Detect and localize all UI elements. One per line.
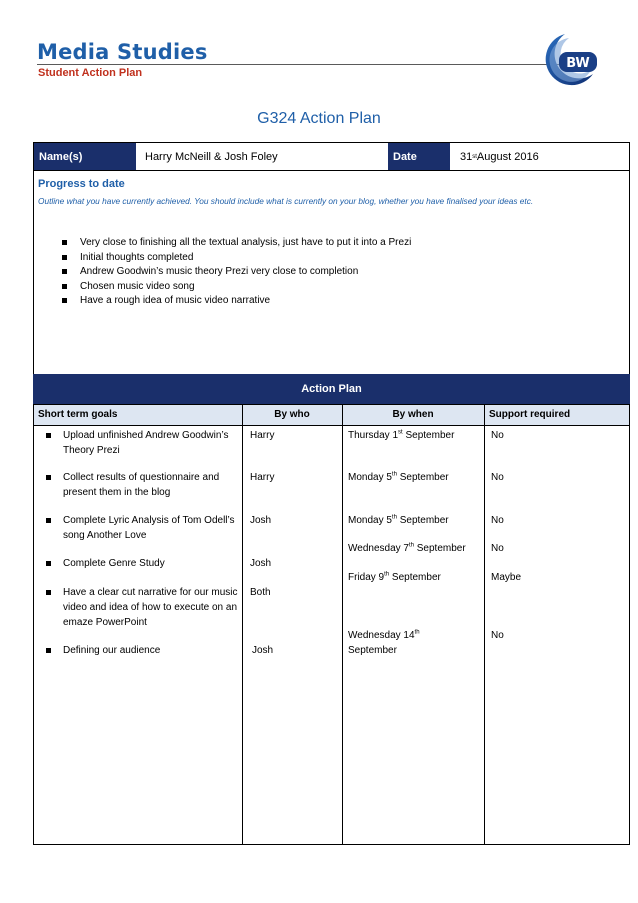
table-row-goal: Collect results of questionnaire and present them in the blog — [46, 470, 253, 500]
bullet-icon — [62, 298, 67, 303]
when-cell: Wednesday 7th September — [348, 542, 466, 554]
column-divider — [342, 404, 343, 845]
who-cell: Josh — [250, 558, 272, 569]
col-header-goals: Short term goals — [38, 409, 118, 420]
table-row-goal: Have a clear cut narrative for our music video and idea of how to execute on an emaze PowerPoint — [46, 585, 253, 630]
col-header-support: Support required — [489, 409, 571, 420]
when-cell: Wednesday 14th September — [348, 629, 420, 656]
col-header-when: By when — [392, 409, 434, 420]
progress-heading: Progress to date — [38, 178, 125, 190]
support-cell: No — [491, 515, 504, 526]
bullet-icon — [46, 518, 51, 523]
date-value: 31 st August 2016 — [460, 150, 539, 163]
support-cell: No — [491, 630, 504, 641]
support-cell: No — [491, 472, 504, 483]
who-cell: Harry — [250, 430, 275, 441]
bullet-icon — [62, 284, 67, 289]
brand-title: Media Studies — [37, 40, 208, 64]
bw-logo — [535, 30, 605, 90]
list-item: Initial thoughts completed — [62, 251, 411, 266]
column-divider — [484, 404, 485, 845]
bullet-icon — [46, 475, 51, 480]
document-title: G324 Action Plan — [257, 110, 381, 127]
who-cell: Josh — [252, 645, 274, 656]
col-header-who: By who — [274, 409, 310, 420]
who-cell: Both — [250, 587, 271, 598]
support-cell: No — [491, 430, 504, 441]
bullet-icon — [62, 240, 67, 245]
table-row-goal: Upload unfinished Andrew Goodwin’s Theory Prezi — [46, 428, 253, 458]
bullet-icon — [62, 269, 67, 274]
support-cell: Maybe — [491, 572, 522, 583]
progress-list — [62, 236, 411, 309]
list-item: Very close to finishing all the textual analysis, just have to put it into a Prezi — [62, 236, 411, 251]
table-row-goal: Complete Lyric Analysis of Tom Odell’s song Another Love — [46, 513, 253, 543]
action-plan-title: Action Plan — [301, 383, 362, 395]
header-rule — [37, 64, 597, 65]
bullet-icon — [46, 590, 51, 595]
when-cell: Monday 5th September — [348, 514, 449, 526]
list-item: Andrew Goodwin’s music theory Prezi very close to completion — [62, 265, 411, 280]
names-value: Harry McNeill & Josh Foley — [145, 150, 278, 163]
date-label: Date — [388, 143, 450, 170]
who-cell: Harry — [250, 472, 275, 483]
when-cell: Thursday 1st September — [348, 429, 455, 441]
who-cell: Josh — [250, 515, 272, 526]
bullet-icon — [46, 561, 51, 566]
bullet-icon — [46, 648, 51, 653]
table-row-goal: Complete Genre Study — [46, 556, 253, 571]
names-label: Name(s) — [34, 143, 136, 170]
support-cell: No — [491, 543, 504, 554]
bullet-icon — [46, 433, 51, 438]
bullet-icon — [62, 255, 67, 260]
progress-instructions: Outline what you have currently achieved. You should include what is currently on your blog, whether you have finalised your ideas etc. — [38, 196, 534, 206]
logo-text: BW — [566, 56, 590, 71]
table-row-goal: Defining our audience — [46, 643, 253, 658]
list-item: Have a rough idea of music video narrative — [62, 294, 411, 309]
when-cell: Friday 9th September — [348, 571, 441, 583]
when-cell: Monday 5th September — [348, 471, 449, 483]
list-item: Chosen music video song — [62, 280, 411, 295]
brand-subtitle: Student Action Plan — [38, 67, 143, 79]
